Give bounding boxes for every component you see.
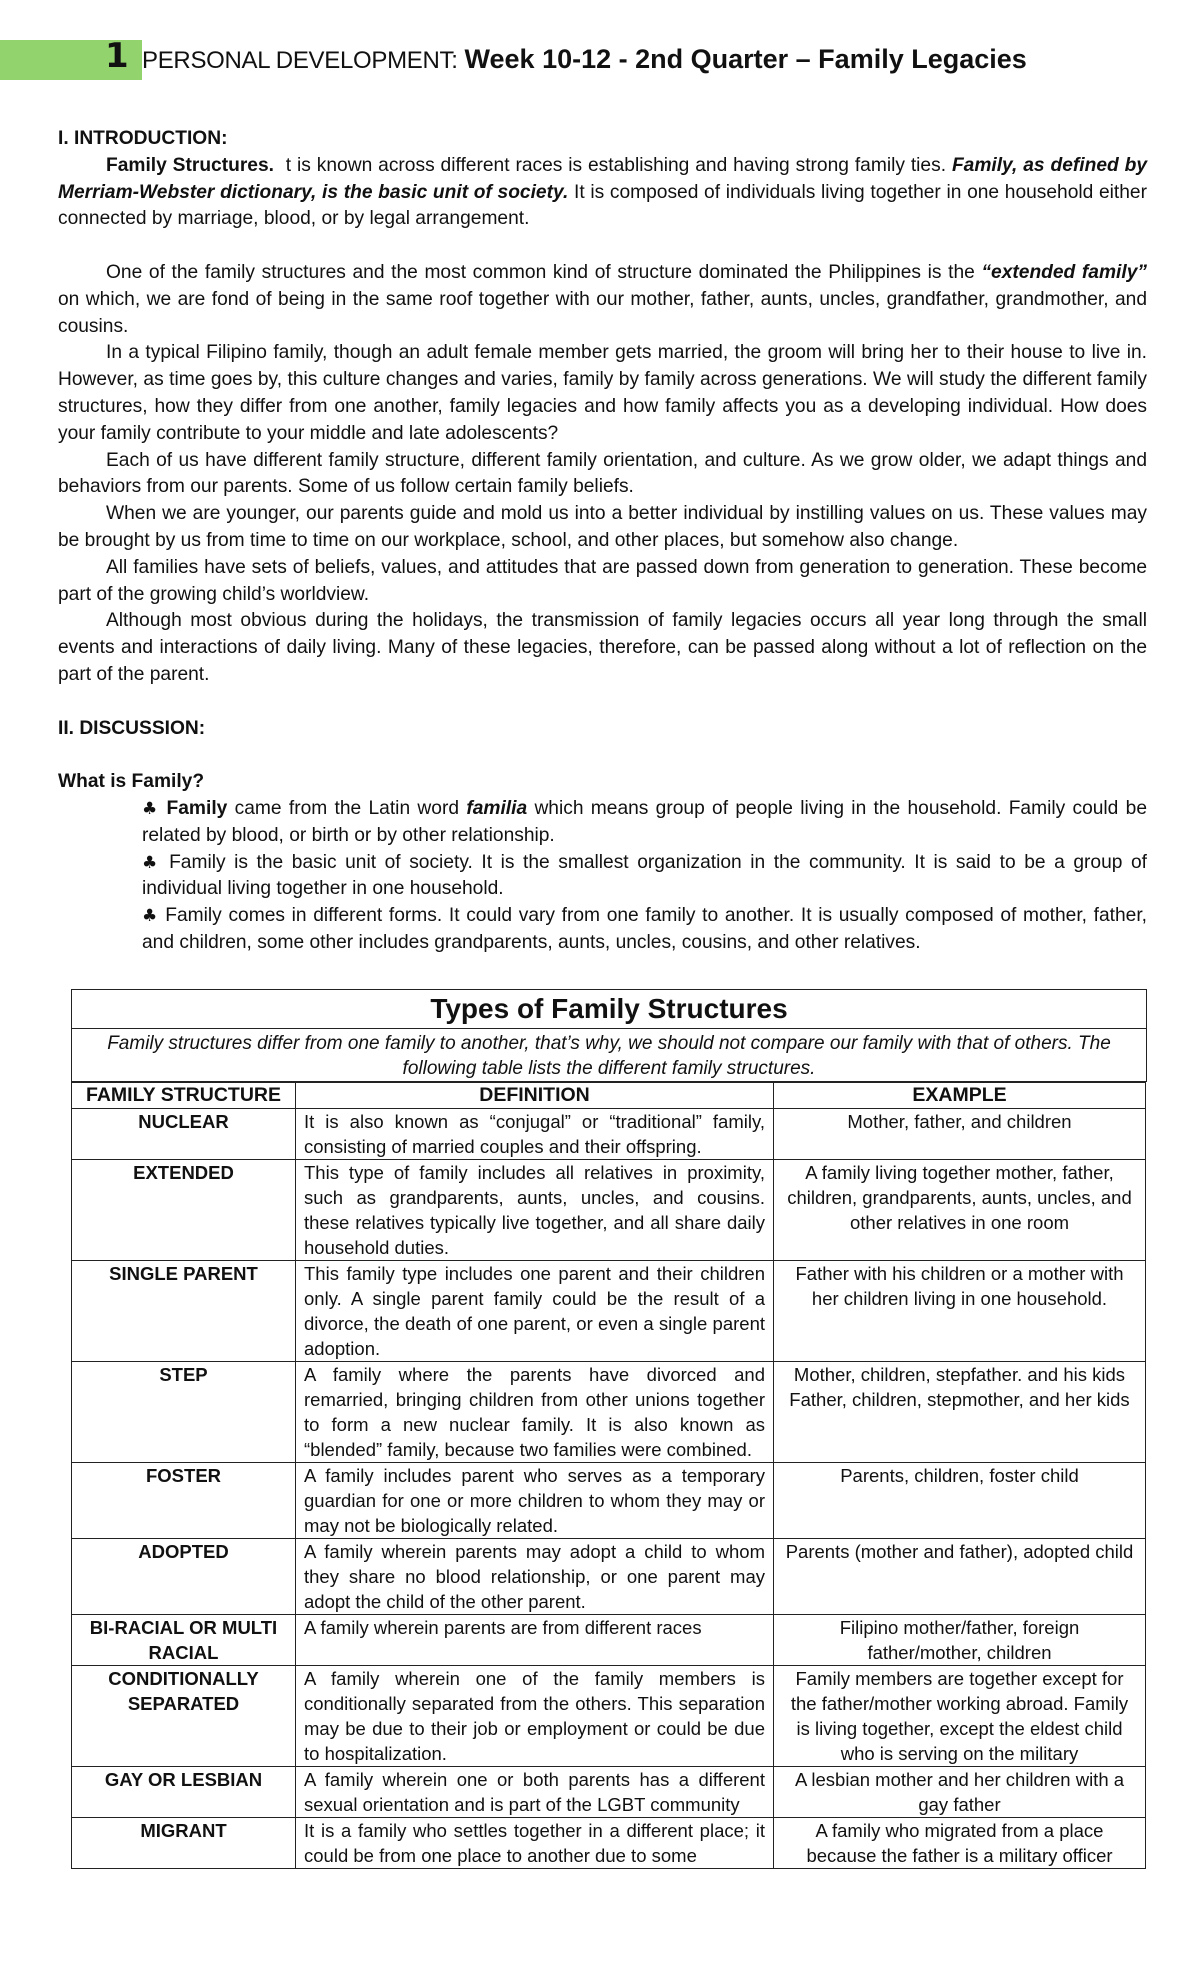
intro-p1-definition: Family, as defined by Merriam-Webster dictionary, is the basic unit of society. (58, 154, 1147, 203)
structure-cell: BI-RACIAL OR MULTI RACIAL (72, 1615, 296, 1666)
intro-p1-text1: t is known across different races is establishing and having strong family ties. (285, 154, 947, 176)
intro-paragraph-6: All families have sets of beliefs, values, and attitudes that are passed down from generation to generation. These become part of the growing child’s worldview. (58, 556, 1147, 605)
page-title (142, 44, 1027, 75)
bullet1-text1: came from the Latin word (234, 797, 460, 819)
table-row (72, 1160, 1146, 1261)
table-caption-box (71, 989, 1147, 1082)
intro-paragraph-1 (58, 153, 1147, 233)
intro-p2-text1: One of the family structures and the most common kind of structure dominated the Philippines is the (106, 261, 975, 283)
header-definition: DEFINITION (296, 1083, 774, 1109)
structure-cell: STEP (72, 1362, 296, 1463)
definition-cell: A family wherein parents are from different races (296, 1615, 774, 1666)
discussion-heading: II. DISCUSSION: (58, 717, 206, 739)
example-cell: A lesbian mother and her children with a gay father (774, 1767, 1146, 1818)
bullet3-text: Family comes in different forms. It could vary from one family to another. It is usually composed of mother, father, and children, some other includes grandparents, aunts, uncles, cousins, and other relatives. (142, 905, 1148, 953)
bullet1-text2: which means group of people living in the household. Family could be related by blood, or birth or by other relationship. (142, 797, 1147, 846)
definition-cell: It is a family who settles together in a different place; it could be from one place to another due to some (296, 1818, 774, 1869)
list-item (142, 850, 1147, 904)
document-body (58, 126, 1147, 957)
definition-cell: It is also known as “conjugal” or “traditional” family, consisting of married couples and their offspring. (296, 1109, 774, 1160)
structure-cell: EXTENDED (72, 1160, 296, 1261)
family-structures-table-section (71, 989, 1147, 1869)
example-cell: Mother, father, and children (774, 1109, 1146, 1160)
table-row (72, 1818, 1146, 1869)
structure-cell: GAY OR LESBIAN (72, 1767, 296, 1818)
page-number: 1 (105, 36, 129, 76)
definition-cell: A family includes parent who serves as a temporary guardian for one or more children to whom they may or may not be biologically related. (296, 1463, 774, 1539)
intro-paragraph-3: In a typical Filipino family, though an adult female member gets married, the groom will bring her to their house to live in. However, as time goes by, this culture changes and varies, family by family across generations. We will study the different family structures, how they differ from one another, family legacies and how family affects you as a developing individual. How does your family contribute to your middle and late adolescents? (58, 342, 1147, 444)
bullet1-lead: Family (166, 797, 228, 819)
example-cell: Parents, children, foster child (774, 1463, 1146, 1539)
structure-cell: ADOPTED (72, 1539, 296, 1615)
example-cell: Mother, children, stepfather. and his kids Father, children, stepmother, and her kids (774, 1362, 1146, 1463)
table-row (72, 1261, 1146, 1362)
what-is-family-heading: What is Family? (58, 771, 205, 793)
structure-cell: NUCLEAR (72, 1109, 296, 1160)
example-cell: Father with his children or a mother with her children living in one household. (774, 1261, 1146, 1362)
table-header-row (72, 1083, 1146, 1109)
intro-paragraph-5: When we are younger, our parents guide and mold us into a better individual by instilling values on us. These values may be brought by us from time to time on our workplace, school, and other places, but somehow also change. (58, 503, 1147, 551)
definition-cell: A family wherein one of the family members is conditionally separated from the others. This separation may be due to their job or employment or could be due to hospitalization. (296, 1666, 774, 1767)
bullet1-latin-word: familia (466, 797, 528, 819)
table-row (72, 1362, 1146, 1463)
definition-cell: This family type includes one parent and their children only. A single parent family could be the result of a divorce, the death of one parent, or even a single parent adoption. (296, 1261, 774, 1362)
intro-paragraph-2 (58, 260, 1147, 340)
intro-p2-text2: on which, we are fond of being in the same roof together with our mother, father, aunts, uncles, grandfather, grandmother, and cousins. (58, 288, 1147, 337)
intro-p1-text2: It is composed of individuals living together in one household either connected by marriage, blood, or by legal arrangement. (58, 181, 1147, 230)
family-structures-lead: Family Structures. (106, 154, 274, 176)
table-row (72, 1666, 1146, 1767)
definition-cell: A family where the parents have divorced and remarried, bringing children from other unions together to form a new nuclear family. It is also known as “blended” family, because two families were combined. (296, 1362, 774, 1463)
structure-cell: MIGRANT (72, 1818, 296, 1869)
definition-cell: A family wherein one or both parents has a different sexual orientation and is part of the LGBT community (296, 1767, 774, 1818)
subject-label: PERSONAL DEVELOPMENT: (142, 47, 458, 74)
definition-cell: This type of family includes all relatives in proximity, such as grandparents, aunts, uncles, and cousins. these relatives typically live together, and all share daily household duties. (296, 1160, 774, 1261)
header-example: EXAMPLE (774, 1083, 1146, 1109)
example-cell: A family living together mother, father, children, grandparents, aunts, uncles, and other relatives in one room (774, 1160, 1146, 1261)
structure-cell: SINGLE PARENT (72, 1261, 296, 1362)
club-bullet-icon: ♣ (142, 852, 161, 873)
list-item (142, 796, 1147, 850)
table-row (72, 1615, 1146, 1666)
structure-cell: FOSTER (72, 1463, 296, 1539)
club-bullet-icon: ♣ (142, 798, 160, 819)
example-cell: Parents (mother and father), adopted child (774, 1539, 1146, 1615)
table-row (72, 1109, 1146, 1160)
table-subtitle: Family structures differ from one family to another, that’s why, we should not compare our family with that of others. The following table lists the different family structures. (72, 1029, 1146, 1082)
intro-paragraph-7: Although most obvious during the holidays, the transmission of family legacies occurs all year long through the small events and interactions of daily living. Many of these legacies, therefore, can be passed along without a lot of reflection on the part of the parent. (58, 610, 1147, 685)
structure-cell: CONDITIONALLY SEPARATED (72, 1666, 296, 1767)
club-bullet-icon: ♣ (142, 906, 159, 927)
intro-paragraph-4: Each of us have different family structure, different family orientation, and culture. As we grow older, we adapt things and behaviors from our parents. Some of us follow certain family beliefs. (58, 449, 1147, 498)
example-cell: Filipino mother/father, foreign father/mother, children (774, 1615, 1146, 1666)
table-row (72, 1463, 1146, 1539)
list-item (142, 903, 1147, 957)
intro-p2-emphasis: “extended family” (981, 261, 1147, 283)
introduction-heading: I. INTRODUCTION: (58, 128, 228, 149)
table-row (72, 1767, 1146, 1818)
family-structures-table (71, 1082, 1146, 1869)
table-title: Types of Family Structures (72, 990, 1146, 1029)
bullet2-text: Family is the basic unit of society. It is the smallest organization in the community. It is said to be a group of individual living together in one household. (142, 851, 1148, 900)
example-cell: Family members are together except for the father/mother working abroad. Family is living together, except the eldest child who is serving on the military (774, 1666, 1146, 1767)
definition-cell: A family wherein parents may adopt a child to whom they share no blood relationship, or one parent may adopt the child of the other parent. (296, 1539, 774, 1615)
header-family-structure: FAMILY STRUCTURE (72, 1083, 296, 1109)
family-bullet-list (58, 796, 1147, 957)
table-row (72, 1539, 1146, 1615)
topic-title: Week 10-12 - 2nd Quarter – Family Legacies (464, 44, 1027, 74)
example-cell: A family who migrated from a place because the father is a military officer (774, 1818, 1146, 1869)
